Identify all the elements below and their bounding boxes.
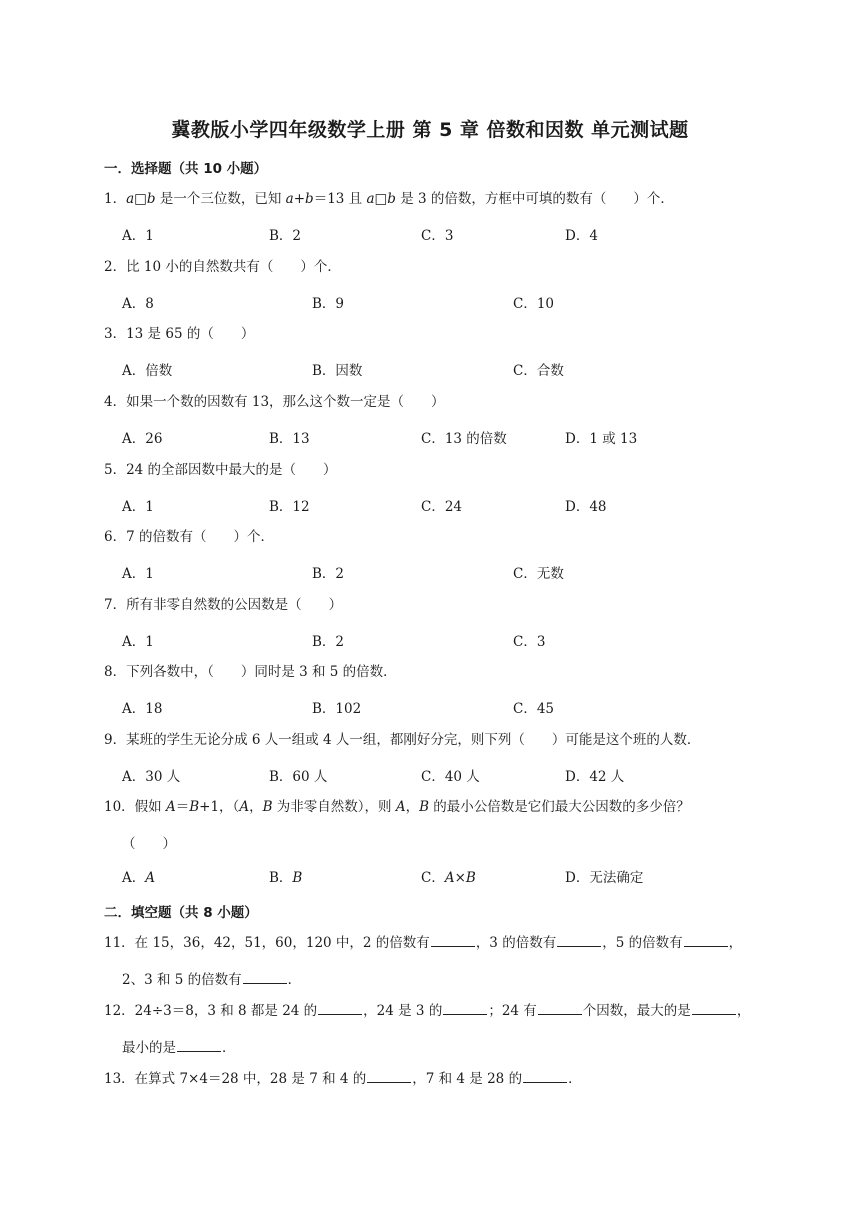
q1-option-c: C．3 <box>421 228 454 244</box>
q3-option-c: C．合数 <box>513 363 564 379</box>
question-12: 12．24÷3＝8，3 和 8 都是 24 的 ，24 是 3 的 ；24 有 个因数，最大的是 ， <box>104 1000 764 1022</box>
q1-option-b: B．2 <box>269 228 302 244</box>
q6-option-b: B．2 <box>312 566 345 582</box>
question-4: 4．如果一个数的因数有 13，那么这个数一定是（ ） <box>104 394 445 410</box>
q6-option-a: A．1 <box>122 566 154 582</box>
q10-option-b: B．B <box>269 870 303 886</box>
answer-blank[interactable] <box>538 1000 582 1015</box>
question-7: 7．所有非零自然数的公因数是（ ） <box>104 597 343 613</box>
q8-option-b: B．102 <box>312 701 362 717</box>
question-11-continuation: 2、3 和 5 的倍数有 ． <box>122 968 301 988</box>
answer-blank[interactable] <box>243 969 287 984</box>
question-13: 13．在算式 7×4＝28 中，28 是 7 和 4 的 ，7 和 4 是 28 的 ． <box>104 1068 764 1090</box>
q1-option-d: D．4 <box>565 228 598 244</box>
answer-blank[interactable] <box>177 1037 221 1052</box>
q5-option-c: C．24 <box>421 499 463 515</box>
answer-blank[interactable] <box>443 1000 487 1015</box>
answer-blank[interactable] <box>684 932 728 947</box>
question-5: 5．24 的全部因数中最大的是（ ） <box>104 462 337 478</box>
question-10: 10．假如 A＝B+1，（A，B 为非零自然数），则 A，B 的最小公倍数是它们最大公因数的多少倍？ <box>104 799 690 815</box>
q5-option-d: D．48 <box>565 499 607 515</box>
q5-option-b: B．12 <box>269 499 310 515</box>
answer-blank[interactable] <box>318 1000 362 1015</box>
question-2: 2．比 10 小的自然数共有（ ）个． <box>104 259 341 275</box>
q4-option-d: D．1 或 13 <box>565 431 638 447</box>
section-heading-choice: 一．选择题（共 10 小题） <box>104 161 268 177</box>
question-9: 9．某班的学生无论分成 6 人一组或 4 人一组，都刚好分完，则下列（ ）可能是这个班的人数． <box>104 732 701 748</box>
q4-option-c: C．13 的倍数 <box>421 431 507 447</box>
q9-option-b: B．60 人 <box>269 769 328 785</box>
answer-blank[interactable] <box>523 1068 567 1083</box>
q10-option-d: D．无法确定 <box>565 870 644 886</box>
question-8: 8．下列各数中，（ ）同时是 3 和 5 的倍数． <box>104 664 397 680</box>
q9-option-d: D．42 人 <box>565 769 625 785</box>
answer-blank[interactable] <box>557 932 601 947</box>
q5-option-a: A．1 <box>122 499 154 515</box>
question-1: 1．a□b 是一个三位数，已知 a+b＝13 且 a□b 是 3 的倍数，方框中可填的数有（ ）个． <box>104 191 674 207</box>
q4-option-b: B．13 <box>269 431 310 447</box>
question-3: 3．13 是 65 的（ ） <box>104 326 255 342</box>
page-title: 冀教版小学四年级数学上册 第 5 章 倍数和因数 单元测试题 <box>171 119 689 141</box>
q7-option-b: B．2 <box>312 634 345 650</box>
question-6: 6．7 的倍数有（ ）个． <box>104 529 274 545</box>
q6-option-c: C．无数 <box>513 566 564 582</box>
q1-option-a: A．1 <box>122 228 154 244</box>
section-heading-fill: 二．填空题（共 8 小题） <box>104 905 258 921</box>
q3-option-a: A．倍数 <box>122 363 173 379</box>
q9-option-a: A．30 人 <box>122 769 181 785</box>
answer-blank[interactable] <box>367 1068 411 1083</box>
answer-blank[interactable] <box>692 1000 736 1015</box>
q9-option-c: C．40 人 <box>421 769 480 785</box>
q7-option-a: A．1 <box>122 634 154 650</box>
q3-option-b: B．因数 <box>312 363 363 379</box>
q8-option-a: A．18 <box>122 701 163 717</box>
question-12-continuation: 最小的是 ． <box>122 1036 236 1056</box>
answer-blank[interactable] <box>431 932 475 947</box>
q8-option-c: C．45 <box>513 701 555 717</box>
q4-option-a: A．26 <box>122 431 163 447</box>
question-10-continuation: （ ） <box>122 836 176 852</box>
question-11: 11．在 15，36，42，51，60，120 中，2 的倍数有 ，3 的倍数有 ，5 的倍数有 ， <box>104 932 764 954</box>
q7-option-c: C．3 <box>513 634 546 650</box>
q10-option-c: C．A×B <box>421 870 476 886</box>
q2-option-a: A．8 <box>122 296 154 312</box>
q2-option-b: B．9 <box>312 296 345 312</box>
q2-option-c: C．10 <box>513 296 555 312</box>
q10-option-a: A．A <box>122 870 155 886</box>
